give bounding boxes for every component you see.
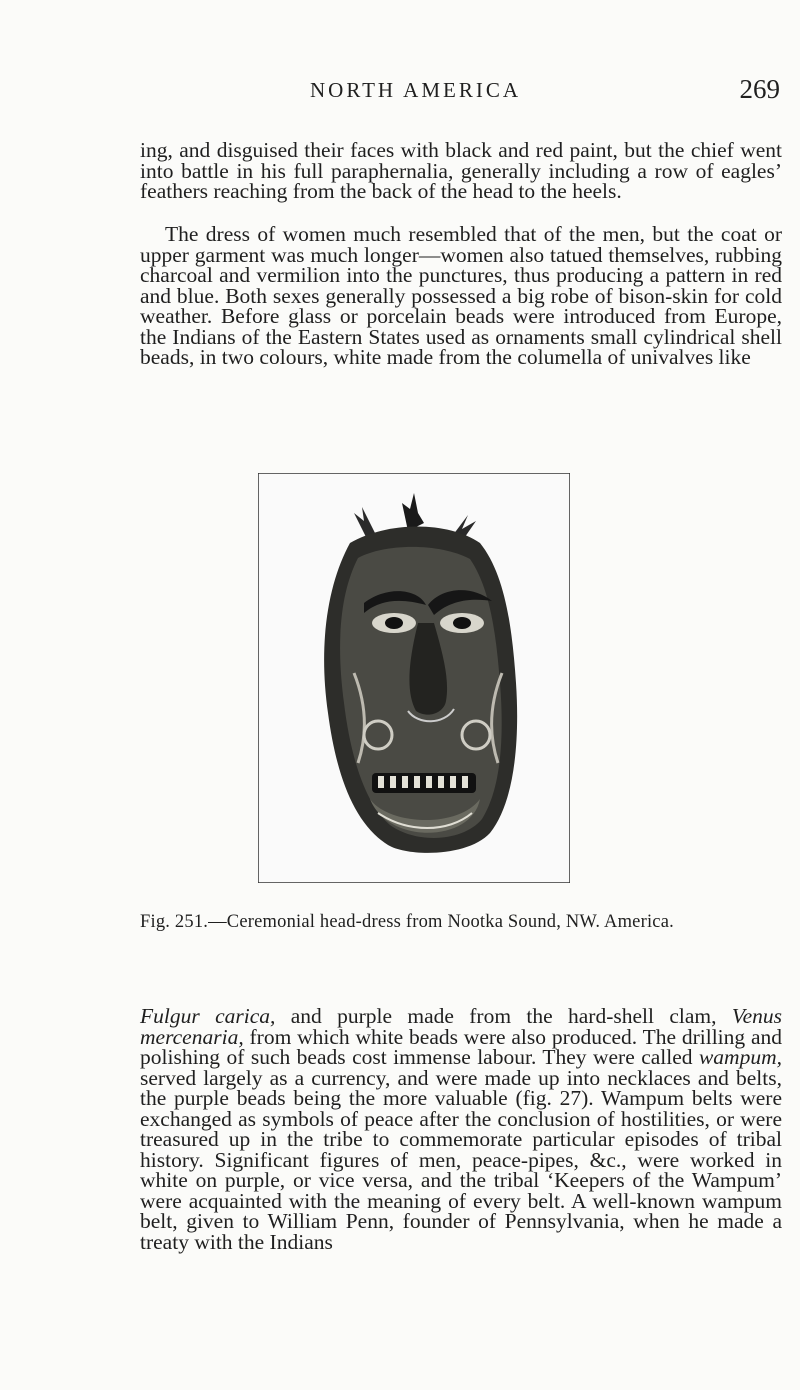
paragraph-3-italic-3: wampum, [698,1045,782,1069]
paragraph-3 [140,1006,782,1252]
paragraph-2: The dress of women much resembled that of the men, but the coat or upper garment was much longer—women also tatued themselves, rubbing charcoal and vermilion into the punctures, thus producing a pattern in red and blue. Both sexes generally possessed a big robe of bison-skin for cold weather. Before glass or porcelain beads were introduced from Europe, the Indians of the Eastern States used as ornaments small cylindrical shell beads, in two colours, white made from the columella of univalves like [140,222,782,369]
paragraph-3-italic-2: Venus mercenaria, [140,1004,782,1049]
paragraph-3-text-1: and purple made from the hard-shell clam, [275,1004,732,1028]
paragraph-3-text-3: served largely as a currency, and were made up into necklaces and belts, the purple beads being the more valuable (fig. 27). Wampum belts were exchanged as symbols of peace after the conclusion of hostilities, or were treasured up in the tribe to commemorate particular episodes of tribal history. Significant figures of men, peace-pipes, &c., were worked in white on purple, or vice versa, and the tribal ‘Keepers of the Wampum’ were acquainted with the meaning of every belt. A well-known wampum belt, given to William Penn, founder of Pennsylvania, when he made a treaty with the Indians [140,1065,782,1254]
headdress-illustration [258,473,570,883]
running-head: NORTH AMERICA [310,78,521,102]
paragraph-3-text-2: from which white beads were also produced. The drilling and polishing of such beads cost immense labour. They were called [140,1024,782,1069]
paragraph-3-italic-1: Fulgur carica, [140,1004,276,1028]
headdress-image [258,473,570,883]
paragraph-1: ing, and disguised their faces with black and red paint, but the chief went into battle in his full paraphernalia, generally including a row of eagles’ feathers reaching from the back of the head to the heels. [140,138,782,203]
page-number: 269 [739,74,780,104]
page-header [140,74,780,114]
figure-caption: Fig. 251.—Ceremonial head-dress from Nootka Sound, NW. America. [140,912,674,932]
